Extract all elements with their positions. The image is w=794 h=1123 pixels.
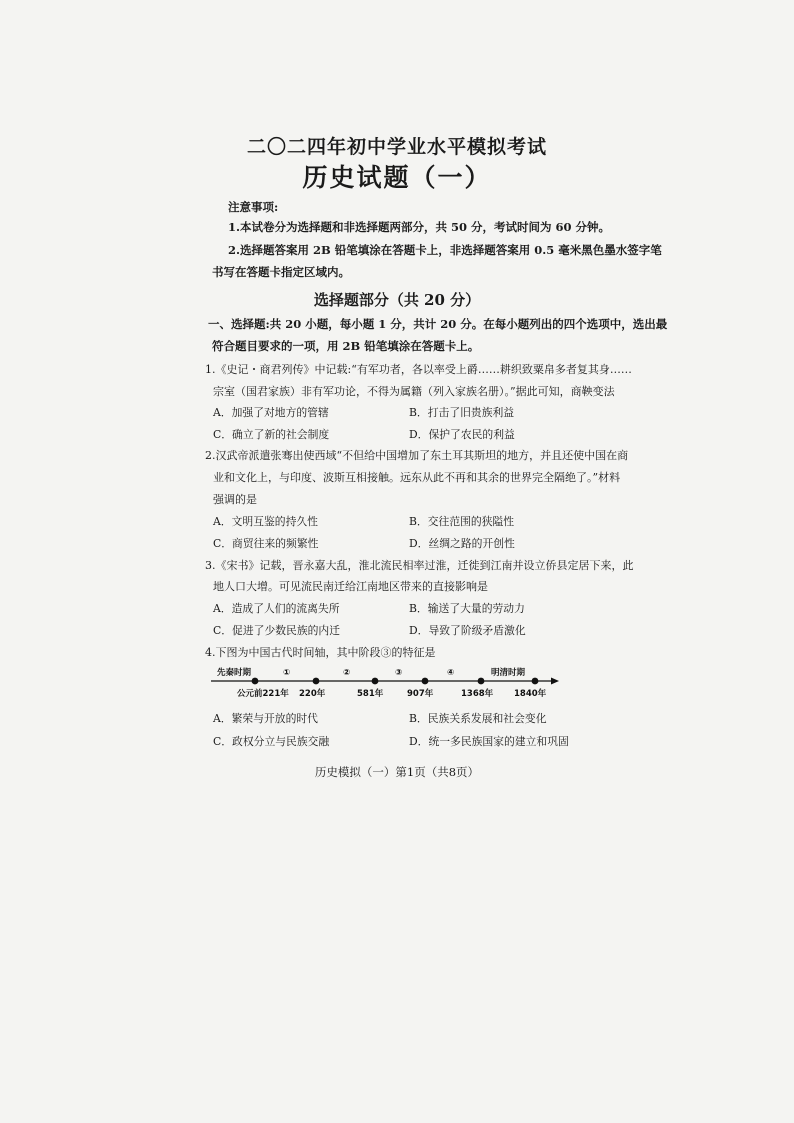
exam-title: 二〇二四年初中学业水平模拟考试 xyxy=(246,136,547,158)
timeline-stage-2: ② xyxy=(343,668,351,678)
section-title: 选择题部分（共 20 分） xyxy=(313,291,481,309)
note-line-2: 2.选择题答案用 2B 铅笔填涂在答题卡上，非选择题答案用 0.5 毫米黑色墨水签字笔 xyxy=(228,243,662,257)
question-3-line-2: 地人口大增。可见流民南迁给江南地区带来的直接影响是 xyxy=(213,580,488,593)
notes-heading: 注意事项: xyxy=(228,200,279,214)
question-1-option-a: A．加强了对地方的管辖 xyxy=(213,406,329,419)
question-2-option-a: A．文明互鉴的持久性 xyxy=(213,515,318,528)
timeline-arrow-icon xyxy=(551,678,559,685)
timeline-node-5 xyxy=(478,678,485,685)
section-intro-line-1: 一、选择题:共 20 小题，每小题 1 分，共计 20 分。在每小题列出的四个选项中，选出最 xyxy=(208,317,668,331)
question-2-option-d: D．丝绸之路的开创性 xyxy=(409,537,515,550)
question-3-option-a: A．造成了人们的流离失所 xyxy=(213,602,340,615)
question-2-option-c: C．商贸往来的频繁性 xyxy=(213,537,319,550)
note-line-1: 1.本试卷分为选择题和非选择题两部分，共 50 分，考试时间为 60 分钟。 xyxy=(228,220,611,234)
timeline-date-4: 907年 xyxy=(407,689,434,699)
question-1-option-c: C．确立了新的社会制度 xyxy=(213,428,330,441)
question-3-option-b: B．输送了大量的劳动力 xyxy=(409,602,525,615)
timeline-node-4 xyxy=(422,678,429,685)
timeline-date-5: 1368年 xyxy=(461,689,494,699)
question-3-option-d: D．导致了阶级矛盾激化 xyxy=(409,624,526,637)
section-intro-line-2: 符合题目要求的一项，用 2B 铅笔填涂在答题卡上。 xyxy=(212,339,480,353)
timeline-node-3 xyxy=(372,678,379,685)
history-timeline xyxy=(205,662,565,704)
note-line-3: 书写在答题卡指定区域内。 xyxy=(212,265,350,279)
question-4-option-a: A．繁荣与开放的时代 xyxy=(213,712,318,725)
question-4-option-b: B．民族关系发展和社会变化 xyxy=(409,712,547,725)
timeline-node-6 xyxy=(532,678,539,685)
question-1-option-b: B．打击了旧贵族利益 xyxy=(409,406,515,419)
question-2-line-3: 强调的是 xyxy=(213,493,257,506)
question-1-option-d: D．保护了农民的利益 xyxy=(409,428,515,441)
question-4-line-1: 4.下图为中国古代时间轴，其中阶段③的特征是 xyxy=(205,646,436,659)
timeline-node-2 xyxy=(313,678,320,685)
timeline-date-3: 581年 xyxy=(357,689,384,699)
timeline-stage-1: ① xyxy=(283,668,291,678)
timeline-stage-4: ④ xyxy=(447,668,455,678)
question-4-option-c: C．政权分立与民族交融 xyxy=(213,735,330,748)
timeline-date-6: 1840年 xyxy=(514,689,547,699)
exam-subject-title: 历史试题（一） xyxy=(302,163,492,192)
question-3-option-c: C．促进了少数民族的内迁 xyxy=(213,624,341,637)
timeline-stage-ming-qing: 明清时期 xyxy=(491,668,526,678)
question-4-option-d: D．统一多民族国家的建立和巩固 xyxy=(409,735,569,748)
timeline-stage-pre-qin: 先秦时期 xyxy=(217,668,252,678)
page-footer: 历史模拟（一）第1页（共8页） xyxy=(314,765,480,779)
question-2-line-2: 业和文化上，与印度、波斯互相接触。远东从此不再和其余的世界完全隔绝了。”材料 xyxy=(213,471,621,484)
timeline-stage-3: ③ xyxy=(395,668,403,678)
question-1-line-1: 1.《史记・商君列传》中记载:“有军功者，各以率受上爵……耕织致粟帛多者复其身…… xyxy=(205,363,632,376)
timeline-date-1: 公元前221年 xyxy=(237,689,289,699)
question-3-line-1: 3.《宋书》记载，晋永嘉大乱，淮北流民相率过淮，迁徙到江南并设立侨县定居下来，此 xyxy=(205,559,634,572)
timeline-date-2: 220年 xyxy=(299,689,326,699)
question-2-line-1: 2.汉武帝派遣张骞出使西域“不但给中国增加了东土耳其斯坦的地方，并且还使中国在商 xyxy=(205,449,629,462)
timeline-node-1 xyxy=(252,678,259,685)
question-2-option-b: B．交往范围的狭隘性 xyxy=(409,515,515,528)
question-1-line-2: 宗室（国君家族）非有军功论，不得为属籍（列入家族名册）。”据此可知，商鞅变法 xyxy=(213,385,615,398)
timeline-graphic xyxy=(205,662,565,704)
